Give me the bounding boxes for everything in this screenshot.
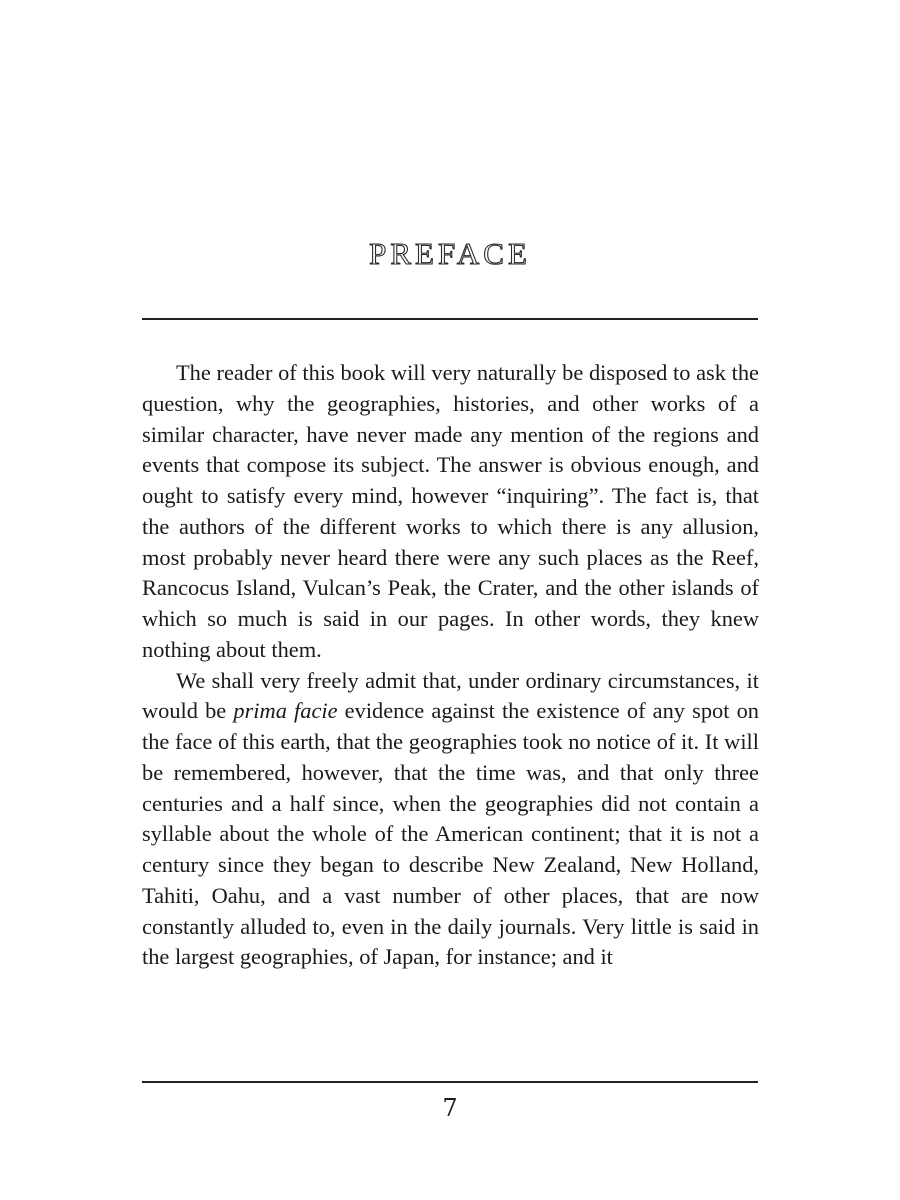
page-title: PREFACE xyxy=(369,236,531,271)
paragraph-2 xyxy=(142,666,759,974)
preface-body xyxy=(142,358,759,973)
emphasis-prima-facie: prima facie xyxy=(233,698,338,724)
paragraph-1: The reader of this book will very naturally be disposed to ask the question, why the geographies, histories, and other works of a similar character, have never made any mention of the regions and events that compose its subject. The answer is obvious enough, and ought to satisfy every mind, however “inquiring”. The fact is, that the authors of the different works to which there is any allusion, most probably never heard there were any such places as the Reef, Rancocus Island, Vulcan’s Peak, the Crater, and the other islands of which so much is said in our pages. In other words, they knew nothing about them. xyxy=(142,360,759,662)
top-divider xyxy=(142,318,758,320)
page-number: 7 xyxy=(442,1094,458,1122)
paragraph-2-end: evidence against the existence of any spot on the face of this earth, that the geographies took no notice of it. It will be remembered, however, that the time was, and that only three centuries and a half since, when the geographies did not contain a syllable about the whole of the American continent; that it is not a century since they began to describe New Zealand, New Holland, Tahiti, Oahu, and a vast number of other places, that are now constantly alluded to, even in the daily journals. Very little is said in the largest geographies, of Japan, for instance; and it xyxy=(142,698,759,970)
bottom-divider xyxy=(142,1081,758,1083)
paragraph-2-start: We shall very freely admit that, under ordinary circumstances, it would be xyxy=(142,667,759,724)
